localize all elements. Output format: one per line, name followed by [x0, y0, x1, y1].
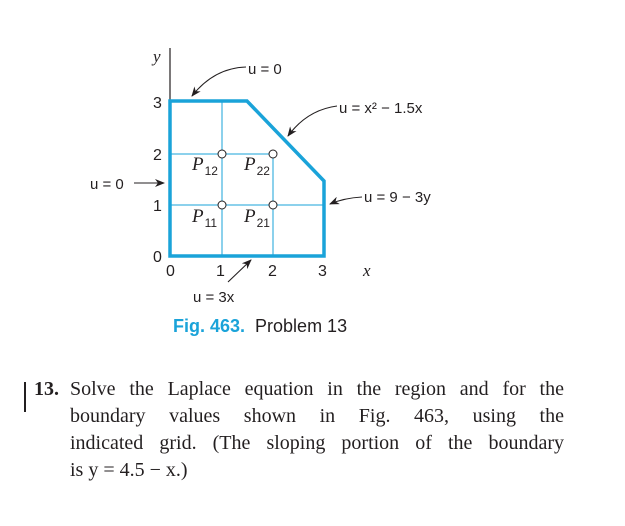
point-label-p11: $P_{11}$: [192, 206, 218, 230]
x-tick-3: 3: [318, 263, 327, 280]
problem-line-4: is y = 4.5 − x.): [70, 459, 188, 481]
region-boundary: [170, 101, 324, 256]
arrow-slope: [288, 106, 337, 136]
grid-lines: [170, 101, 324, 256]
arrow-bottom: [228, 260, 251, 282]
x-tick-0: 0: [166, 263, 175, 280]
x-axis-label: x: [363, 261, 371, 280]
y-tick-2: 2: [153, 147, 162, 164]
point-label-p12: $P_{12}$: [192, 154, 218, 178]
grid-point-22: [269, 150, 277, 158]
label-right-boundary: u = 9 − 3y: [364, 189, 431, 206]
x-tick-2: 2: [268, 263, 277, 280]
grid-point-12: [218, 150, 226, 158]
grid-point-21: [269, 201, 277, 209]
figure-caption: [173, 316, 347, 337]
label-slope-boundary: u = x² − 1.5x: [339, 100, 423, 117]
y-tick-0: 0: [153, 249, 162, 266]
y-axis-label: y: [153, 47, 161, 66]
problem-statement: [24, 376, 564, 484]
problem-line-2: boundary values shown in Fig. 463, using the: [70, 405, 564, 427]
label-left-boundary: u = 0: [90, 176, 124, 193]
grid-point-11: [218, 201, 226, 209]
arrow-right: [330, 197, 362, 204]
point-label-p22: $P_{22}$: [244, 154, 270, 178]
label-bottom-boundary: u = 3x: [193, 289, 235, 306]
point-label-p21: $P_{21}$: [244, 206, 270, 230]
problem-line-3: indicated grid. (The sloping portion of the boundary: [70, 432, 564, 454]
figure-title: Problem 13: [255, 316, 348, 336]
change-bar: [24, 382, 26, 412]
problem-line-1: Solve the Laplace equation in the region and for the: [70, 378, 564, 400]
figure-number: Fig. 463.: [173, 316, 246, 336]
label-top-boundary: u = 0: [248, 61, 282, 78]
y-tick-1: 1: [153, 198, 162, 215]
x-tick-1: 1: [216, 263, 225, 280]
arrow-top: [192, 67, 246, 96]
y-tick-3: 3: [153, 95, 162, 112]
problem-number: 13.: [34, 378, 59, 400]
